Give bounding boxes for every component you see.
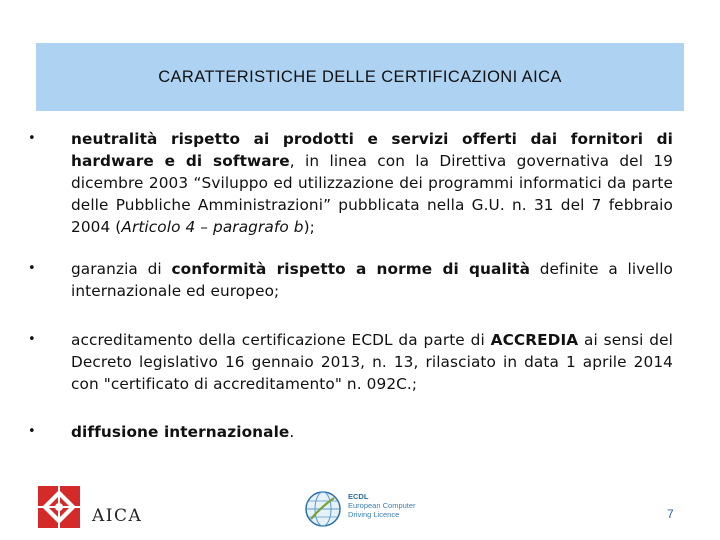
bullet-icon: •	[28, 332, 36, 347]
bullet-text: garanzia di conformità rispetto a norme di qualità definite a livello internazionale ed europeo;	[71, 260, 674, 300]
ecdl-name: ECDL	[348, 492, 369, 501]
list-item	[28, 329, 673, 395]
bullet-icon: •	[28, 131, 36, 146]
bold-phrase: neutralità rispetto ai prodotti e servizi offerti dai fornitori di hardware e di software	[71, 130, 673, 170]
bold-phrase: conformità rispetto a norme di qualità	[171, 260, 530, 278]
bullet-icon: •	[28, 261, 36, 276]
list-item	[28, 128, 673, 238]
ecdl-globe-icon	[303, 489, 343, 529]
ecdl-line-2: Driving Licence	[348, 510, 400, 519]
slide-title: CARATTERISTICHE DELLE CERTIFICAZIONI AICA	[158, 67, 562, 86]
list-item	[28, 421, 673, 443]
bold-phrase: ACCREDIA	[490, 331, 579, 349]
aica-logo-text: AICA	[92, 506, 143, 526]
bullet-text: diffusione internazionale.	[71, 423, 295, 441]
list-item	[28, 258, 673, 302]
bold-phrase: diffusione internazionale	[71, 423, 290, 441]
bullet-list	[28, 128, 673, 467]
bullet-text: neutralità rispetto ai prodotti e servizi offerti dai fornitori di hardware e di software, in linea con la Direttiva governativa del 19 dicembre 2003 “Sviluppo ed utilizzazione dei programmi informatici da parte delle Pubbliche Amministrazioni” pubblicata nella G.U. n. 31 del 7 febbraio 2004 (Articolo 4 – paragrafo b);	[71, 130, 673, 236]
ecdl-line-1: European Computer	[348, 501, 416, 510]
bullet-text: accreditamento della certificazione ECDL da parte di ACCREDIA ai sensi del Decreto legislativo 16 gennaio 2013, n. 13, rilasciato in data 1 aprile 2014 con "certificato di accreditamento" n. 092C.;	[71, 331, 673, 393]
ecdl-logo-text	[348, 492, 416, 519]
page-number: 7	[667, 507, 674, 521]
slide-title-band	[36, 43, 684, 111]
italic-phrase: Articolo 4 – paragrafo b	[121, 218, 304, 236]
bullet-icon: •	[28, 424, 36, 439]
